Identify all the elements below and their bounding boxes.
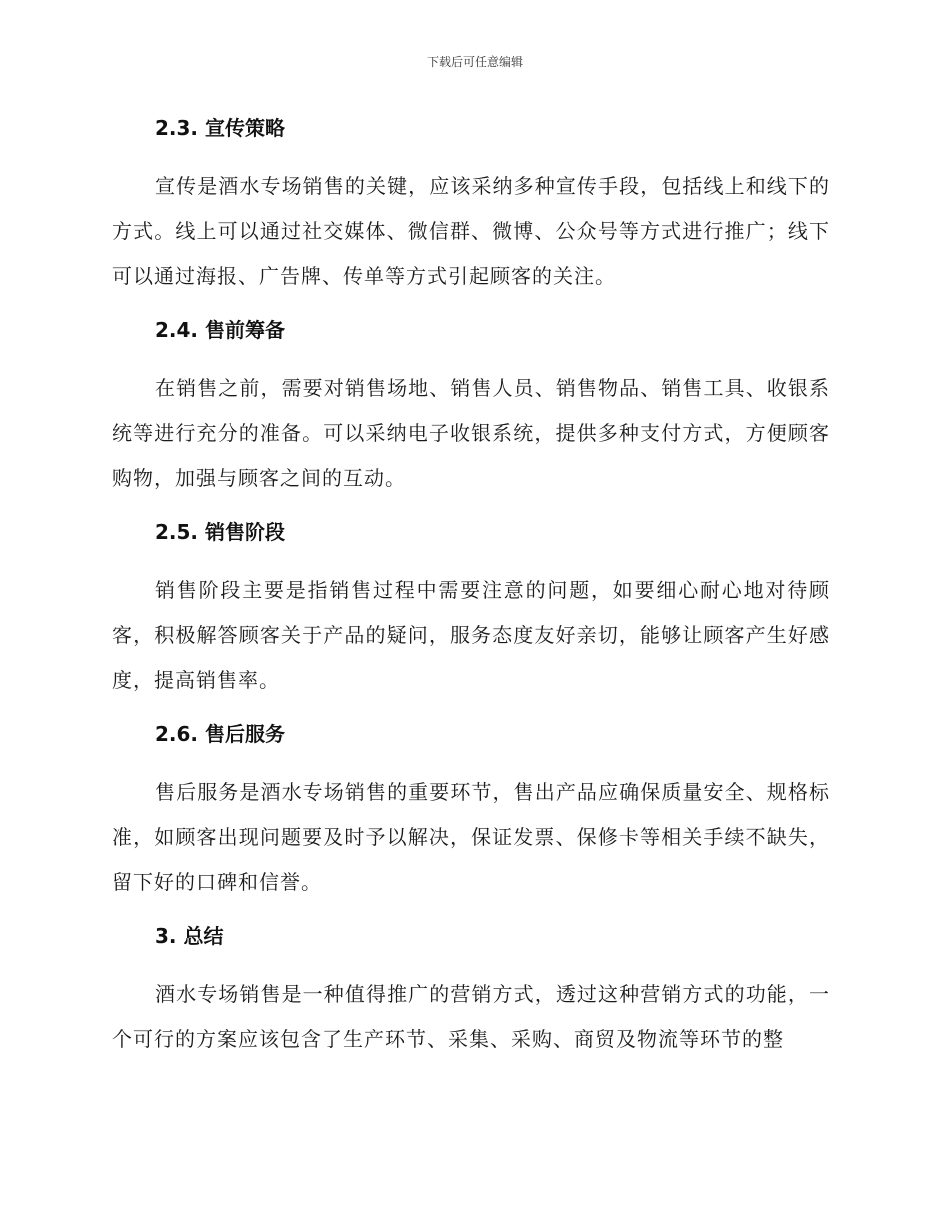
section-heading: 2.3. 宣传策略	[155, 116, 285, 140]
section-heading: 2.4. 售前筹备	[155, 318, 285, 342]
section-heading: 2.5. 销售阶段	[155, 520, 285, 544]
section-paragraph: 销售阶段主要是指销售过程中需要注意的问题，如要细心耐心地对待顾客，积极解答顾客关于产品的疑问，服务态度友好亲切，能够让顾客产生好感度，提高销售率。	[112, 578, 830, 692]
section-heading: 3. 总结	[155, 924, 224, 948]
section-paragraph: 售后服务是酒水专场销售的重要环节，售出产品应确保质量安全、规格标准，如顾客出现问题要及时予以解决，保证发票、保修卡等相关手续不缺失，留下好的口碑和信誉。	[112, 780, 830, 894]
document-body	[112, 110, 830, 1062]
page-header: 下载后可任意编辑	[426, 55, 523, 69]
section-heading: 2.6. 售后服务	[155, 722, 285, 746]
section-paragraph: 宣传是酒水专场销售的关键，应该采纳多种宣传手段，包括线上和线下的方式。线上可以通过社交媒体、微信群、微博、公众号等方式进行推广；线下可以通过海报、广告牌、传单等方式引起顾客的关注。	[112, 174, 830, 288]
section-paragraph: 在销售之前，需要对销售场地、销售人员、销售物品、销售工具、收银系统等进行充分的准备。可以采纳电子收银系统，提供多种支付方式，方便顾客购物，加强与顾客之间的互动。	[112, 376, 830, 490]
section-paragraph: 酒水专场销售是一种值得推广的营销方式，透过这种营销方式的功能，一个可行的方案应该包含了生产环节、采集、采购、商贸及物流等环节的整	[112, 982, 830, 1051]
